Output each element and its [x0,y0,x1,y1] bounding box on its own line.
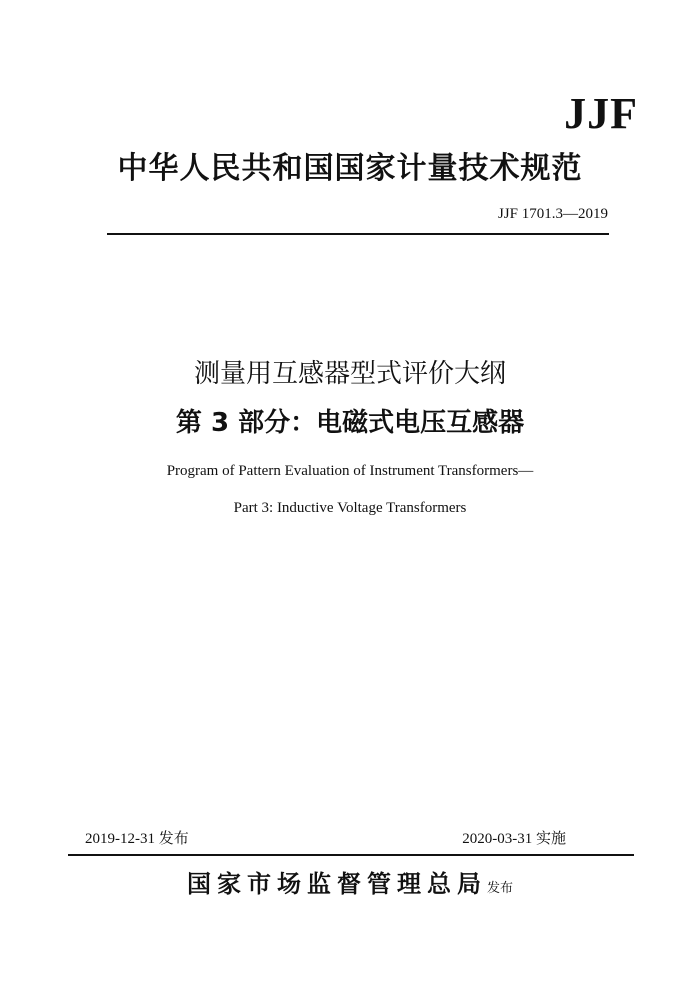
implementation-date: 2020-03-31 实施 [462,831,566,847]
issuer-name: 国家市场监督管理总局 [186,870,487,898]
bottom-divider [68,854,634,856]
spec-number: JJF 1701.3—2019 [497,206,608,222]
spec-category-title: 中华人民共和国国家计量技术规范 [117,151,583,186]
issue-date: 2019-12-31 发布 [85,831,189,847]
top-divider [107,233,609,235]
document-subtitle: 第 3 部分：电磁式电压互感器 [175,408,525,438]
english-subtitle: Part 3: Inductive Voltage Transformers [233,500,467,516]
issuer-suffix: 发布 [486,881,513,896]
document-title: 测量用互感器型式评价大纲 [193,359,506,389]
english-title: Program of Pattern Evaluation of Instrument Transformers— [166,463,534,479]
issuer-line [0,870,700,899]
jjf-mark: JJF [564,89,638,138]
